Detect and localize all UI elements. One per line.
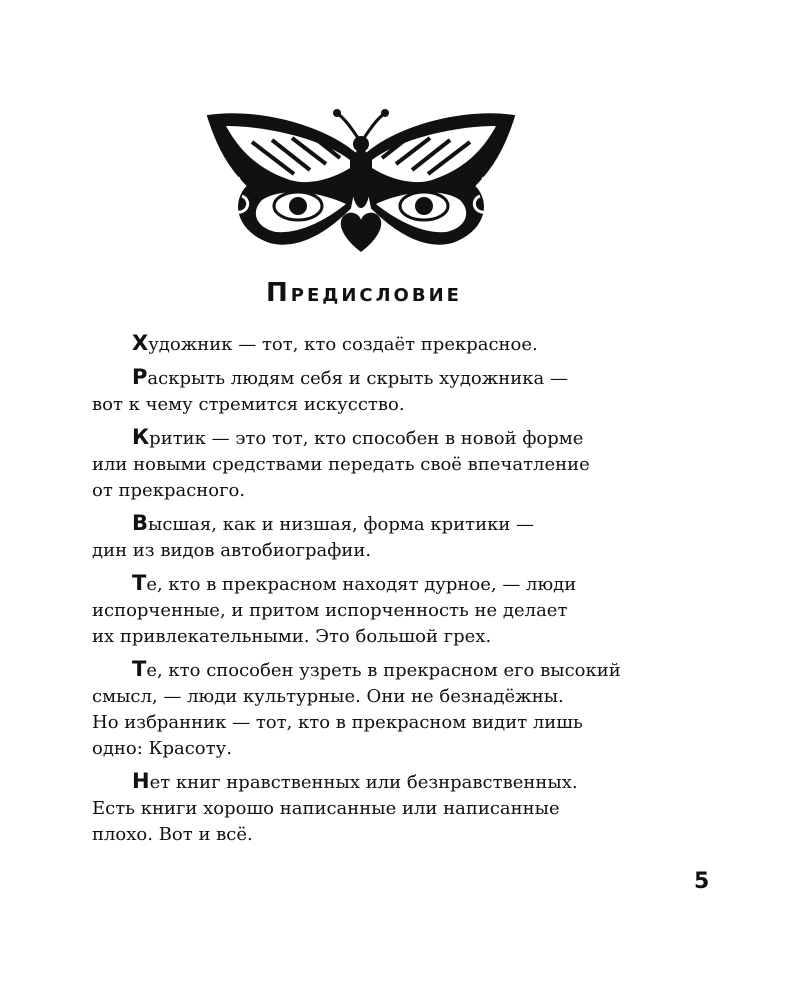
paragraph-line: от прекрасного. [92,480,246,501]
paragraph-line: смысл, — люди культурные. Они не безнадёжны. [92,686,564,707]
paragraph-line [92,768,652,796]
paragraph [92,510,652,564]
line-text: е, кто способен узреть в прекрасном его высокий [146,660,621,681]
paragraph-line [92,510,652,538]
paragraph-line: испорченные, и притом испорченность не делает [92,600,568,621]
page-title: Предисловие [266,278,462,308]
paragraph-line: Но избранник — тот, кто в прекрасном видит лишь [92,712,583,733]
paragraph [92,768,652,848]
paragraph [92,424,652,504]
paragraph [92,656,652,762]
line-text: удожник — тот, кто создаёт прекрасное. [148,334,538,355]
paragraph-line [92,364,652,392]
preface-text [92,330,652,854]
paragraph-line [92,656,652,684]
line-text: ет книг нравственных или безнравственных. [149,772,578,793]
paragraph-line [92,330,652,358]
drop-initial: Х [132,331,149,355]
page-number: 5 [694,869,710,894]
paragraph-line: или новыми средствами передать своё впечатление [92,454,590,475]
paragraph [92,570,652,650]
paragraph-line [92,424,652,452]
paragraph-line [92,570,652,598]
line-text: ритик — это тот, кто способен в новой форме [149,428,584,449]
paragraph [92,330,652,358]
drop-initial: К [132,425,150,449]
drop-initial: Н [132,769,150,793]
drop-initial: В [132,511,149,535]
paragraph [92,364,652,418]
line-text: аскрыть людям себя и скрыть художника — [147,368,569,389]
drop-initial: Р [132,365,148,389]
paragraph-line: плохо. Вот и всё. [92,824,253,845]
paragraph-line: вот к чему стремится искусство. [92,394,405,415]
line-text: е, кто в прекрасном находят дурное, — люди [146,574,577,595]
butterfly-ornament-icon [200,108,522,254]
paragraph-line: их привлекательными. Это большой грех. [92,626,492,647]
paragraph-line: одно: Красоту. [92,738,232,759]
line-text: ысшая, как и низшая, форма критики — [148,514,535,535]
paragraph-line: дин из видов автобиографии. [92,540,372,561]
paragraph-line: Есть книги хорошо написанные или написанные [92,798,560,819]
drop-initial: Т [132,571,147,595]
drop-initial: Т [132,657,147,681]
